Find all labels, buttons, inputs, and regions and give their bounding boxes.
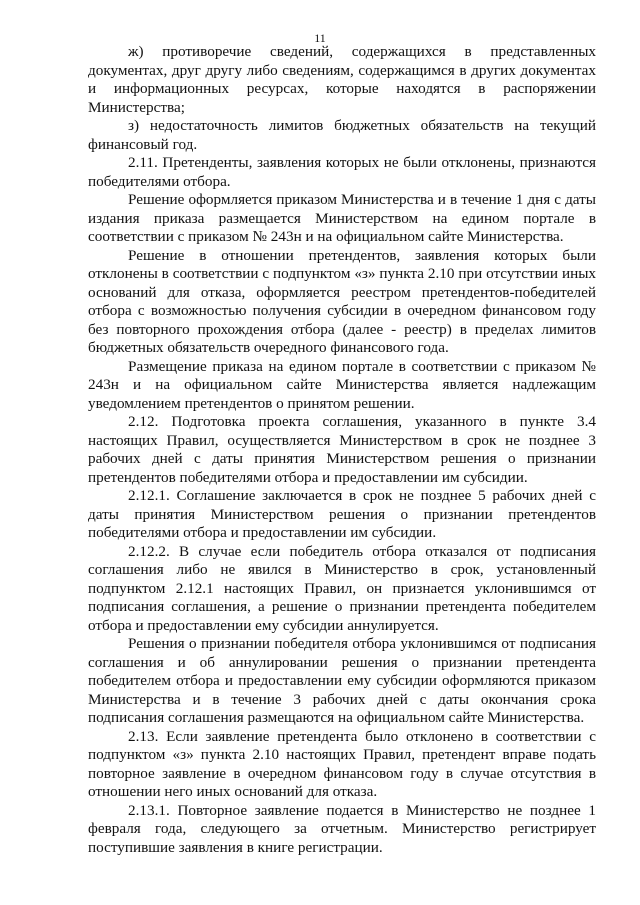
paragraph-item-z: з) недостаточность лимитов бюджетных обязательств на текущий финансовый год. [88,117,596,153]
paragraph-2-11: 2.11. Претенденты, заявления которых не были отклонены, признаются победителями отбора. [88,154,596,190]
paragraph-decision-order: Решение оформляется приказом Министерства и в течение 1 дня с даты издания приказа размещается Министерством на едином портале в соответствии с приказом № 243н и на официальном сайте Министерства. [88,191,596,245]
paragraph-2-12: 2.12. Подготовка проекта соглашения, указанного в пункте 3.4 настоящих Правил, осуществляется Министерством в срок не позднее 3 рабочих дней с даты принятия Министерством решения о признании претендентов победителями отбора и предоставлении им субсидии. [88,413,596,486]
page-number: 11 [314,31,326,45]
document-body [88,43,596,857]
paragraph-evasion-decisions: Решения о признании победителя отбора уклонившимся от подписания соглашения и об аннулировании решения о признании претендента победителем отбора и предоставлении ему субсидии оформляются приказом Министерства и в течение 3 рабочих дней с даты окончания срока подписания соглашения размещаются на официальном сайте Министерства. [88,635,596,726]
paragraph-2-12-1: 2.12.1. Соглашение заключается в срок не позднее 5 рабочих дней с даты принятия Министерством решения о признании претендентов победителями отбора и предоставлении им субсидии. [88,487,596,541]
paragraph-publication-notice: Размещение приказа на едином портале в соответствии с приказом № 243н и на официальном сайте Министерства является надлежащим уведомлением претендентов о принятом решении. [88,357,596,412]
paragraph-2-13-1: 2.13.1. Повторное заявление подается в Министерство не позднее 1 февраля года, следующего за отчетным. Министерство регистрирует поступившие заявления в книге регистрации. [88,801,596,856]
paragraph-2-12-2: 2.12.2. В случае если победитель отбора отказался от подписания соглашения либо не явился в Министерство в срок, установленный подпунктом 2.12.1 настоящих Правил, он признается уклонившимся от подписания соглашения, а решение о признании претендента победителем отбора и предоставлении ему субсидии аннулируется. [88,542,596,634]
paragraph-decision-registry: Решение в отношении претендентов, заявления которых были отклонены в соответствии с подпунктом «з» пункта 2.10 при отсутствии иных оснований для отказа, оформляется реестром претендентов-победителей отбора с возможностью получения субсидии в очередном финансовом году без повторного прохождения отбора (далее - реестр) в пределах лимитов бюджетных обязательств очередного финансового года. [88,246,596,356]
paragraph-item-zh: ж) противоречие сведений, содержащихся в представленных документах, друг другу либо сведениям, содержащимся в других документах и информационных ресурсах, которые находятся в распоряжении Министерства; [88,43,596,116]
paragraph-2-13: 2.13. Если заявление претендента было отклонено в соответствии с подпунктом «з» пункта 2.10 настоящих Правил, претендент вправе подать повторное заявление в очередном финансовом году в случае отсутствия в отношении него иных оснований для отказа. [88,727,596,800]
